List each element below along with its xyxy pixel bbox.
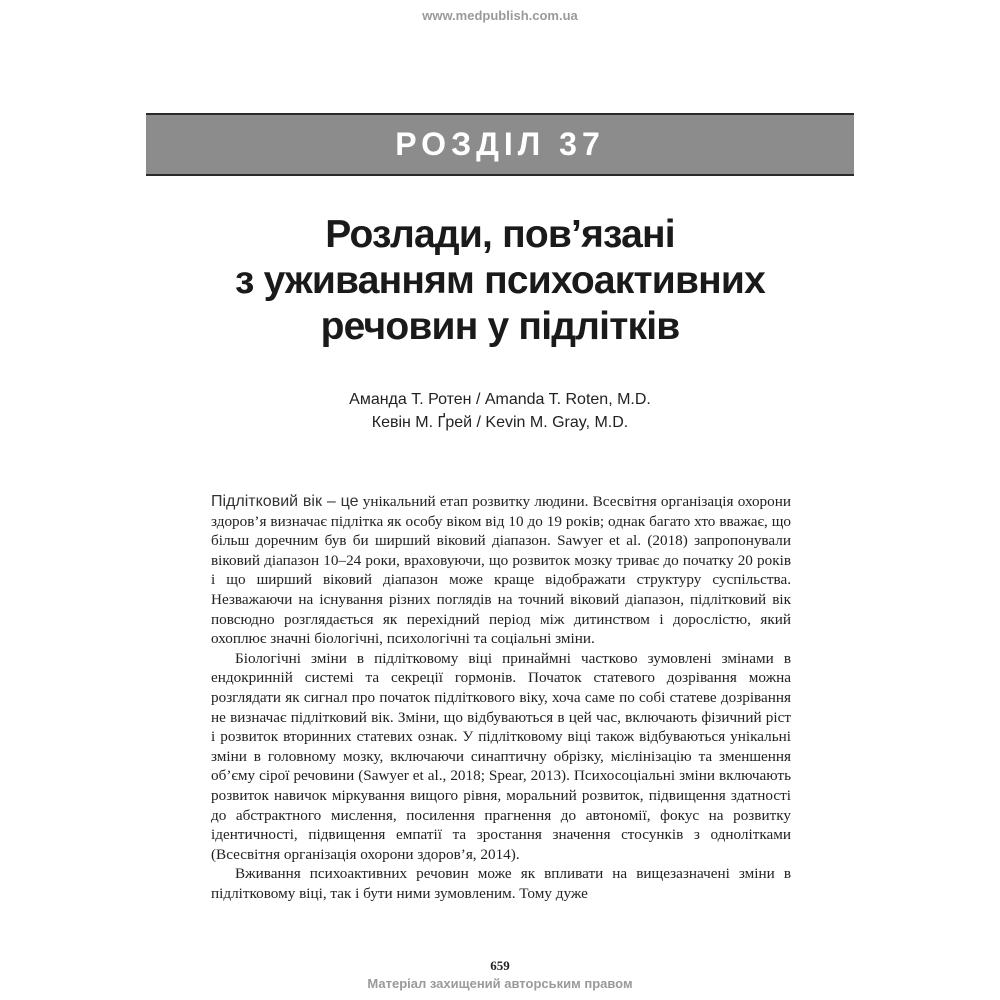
paragraph-1 [211,492,791,649]
author-2: Кевін М. Ґрей / Kevin M. Gray, M.D. [371,414,629,431]
paragraph-1-text: унікальний етап розвитку людини. Всесвітня організація охорони здоров’я визначає підлітка як особу віком від 10 до 19 років; однак багато хто вважає, що більш доречним був би ширший віковий діапазон. Sawyer et al. (2018) запропонували віковий діапазон 10–24 роки, враховуючи, що розвиток мозку триває до початку 20 років і що ширший віковий діапазон може краще відображати структуру суспільства. Незважаючи на існування різних поглядів на точний віковий діапазон, підлітковий вік повсюдно розглядається як перехідний період між дитинством і дорослістю, який охоплює значні біологічні, психологічні та соціальні зміни. [211,493,791,648]
paragraph-2: Біологічні зміни в підлітковому віці принаймні частково зумовлені змінами в ендокринній системі та секреції гормонів. Початок статевого дозрівання можна розглядати як сигнал про початок підліткового віку, хоча саме по собі статеве дозрівання не визначає підлітковий вік. Зміни, що відбуваються в цей час, включають фізичний ріст і розвиток вторинних статевих ознак. У підлітковому віці також відбуваються унікальні зміни в головному мозку, включаючи синаптичну обрізку, мієлінізацію та зменшення об’єму сірої речовини (Sawyer et al., 2018; Spear, 2013). Психосоціальні зміни включають розвиток навичок міркування вищого рівня, моральний розвиток, підвищення здатності до абстрактного мислення, посилення прагнення до автономії, фокус на розвитку ідентичності, підвищення емпатії та зростання значення стосунків з однолітками (Всесвітня організація охорони здоров’я, 2014). [211,649,791,863]
chapter-title [100,212,900,350]
chapter-banner [146,113,854,176]
author-1: Аманда Т. Ротен / Amanda T. Roten, M.D. [349,391,651,408]
title-line-1: Розлади, пов’язані [325,213,675,256]
chapter-label: РОЗДІЛ 37 [395,126,605,162]
page-number: 659 [490,958,510,973]
paragraph-3: Вживання психоактивних речовин може як впливати на вищезазначені зміни в підлітковому віці, так і бути ними зумовленим. Тому дуже [211,865,791,902]
site-url: www.medpublish.com.ua [422,8,578,23]
copyright-notice: Матеріал захищений авторським правом [367,976,633,991]
title-line-3: речовин у підлітків [320,305,680,348]
paragraph-lead: Підлітковий вік – це [211,493,359,510]
body-text [211,492,791,903]
author-list [200,388,800,434]
title-line-2: з уживанням психоактивних [235,259,765,302]
